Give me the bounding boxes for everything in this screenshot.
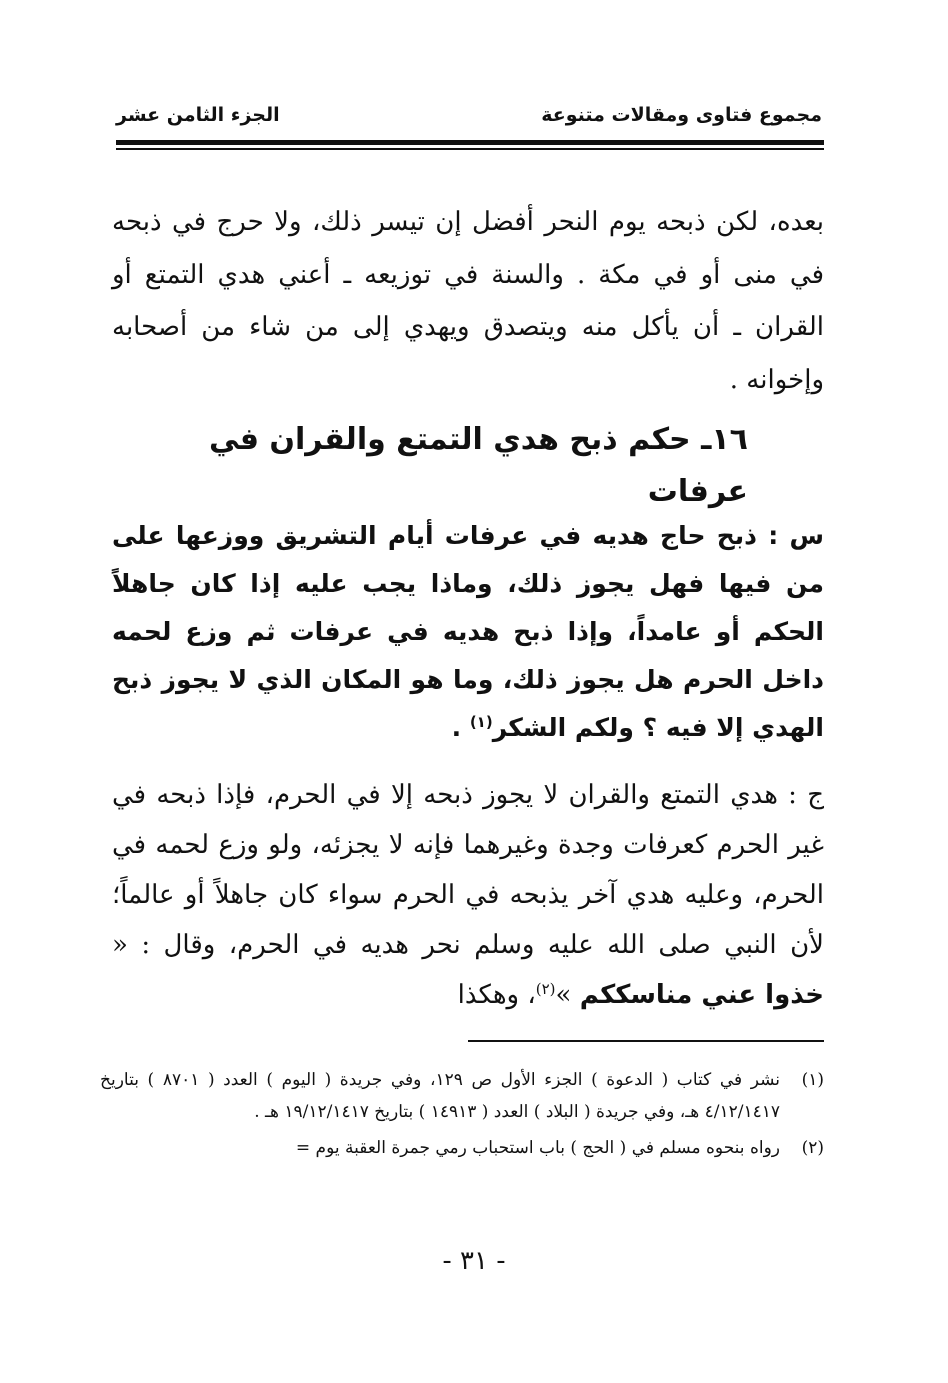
quote-close: » [555, 980, 580, 1010]
continuation-paragraph: بعده، لكن ذبحه يوم النحر أفضل إن تيسر ذلك، ولا حرج في ذبحه في منى أو في مكة . والسنة في توزيعه ـ أعني هدي التمتع أو القران ـ أن يأكل منه ويتصدق ويهدي إلى من شاء من أصحابه وإخوانه . [112, 207, 824, 395]
footnote-ref-1: (١) [469, 713, 493, 731]
part-title: الجزء الثامن عشر [116, 104, 280, 126]
footnote-number: (٢) [801, 1138, 824, 1158]
question-paragraph [112, 512, 824, 752]
footnotes [100, 1064, 824, 1168]
hadith-quote: خذوا عني مناسككم [579, 980, 824, 1010]
answer-text: ج : هدي التمتع والقران لا يجوز ذبحه إلا في الحرم، فإذا ذبحه في غير الحرم كعرفات وجدة وغيرهما فإنه لا يجزئه، ولو وزع لحمه في الحرم، وعليه هدي آخر يذبحه في الحرم سواء كان جاهلاً أو عالماً؛ لأن النبي صلى الله عليه وسلم نحر هديه في الحرم، وقال : « [112, 780, 824, 960]
question-end: . [451, 713, 470, 742]
header-rule-thick [116, 140, 824, 145]
footnote-separator [468, 1040, 824, 1042]
footnote-ref-2: (٢) [535, 980, 556, 998]
page-number: - ٣١ - [442, 1246, 506, 1276]
section-heading: ١٦ـ حكم ذبح هدي التمتع والقران في عرفات [208, 422, 748, 509]
footnote-1 [100, 1064, 824, 1128]
question-text: س : ذبح حاج هديه في عرفات أيام التشريق ووزعها على من فيها فهل يجوز ذلك، وماذا يجب عليه إذا كان جاهلاً الحكم أو عامداً، وإذا ذبح هديه في عرفات ثم وزع لحمه داخل الحرم هل يجوز ذلك، وما هو المكان الذي لا يجوز ذبح الهدي إلا فيه ؟ ولكم الشكر [112, 521, 824, 742]
book-title: مجموع فتاوى ومقالات متنوعة [541, 104, 822, 126]
footnote-number: (١) [801, 1070, 824, 1090]
footnote-text: رواه بنحوه مسلم في ( الحج ) باب استحباب رمي جمرة العقبة يوم = [295, 1138, 780, 1158]
running-header [116, 104, 822, 140]
header-rule-thin [116, 148, 824, 150]
footnote-text: نشر في كتاب ( الدعوة ) الجزء الأول ص ١٢٩، وفي جريدة ( اليوم ) العدد ( ٨٧٠١ ) بتاريخ ٤/١٢/١٤١٧ هـ، وفي جريدة ( البلاد ) العدد ( ١٤٩١٣ ) بتاريخ ١٩/١٢/١٤١٧ هـ . [100, 1070, 781, 1122]
answer-paragraph [112, 770, 824, 1020]
answer-tail: ، وهكذا [457, 980, 536, 1010]
footnote-2 [100, 1132, 824, 1164]
